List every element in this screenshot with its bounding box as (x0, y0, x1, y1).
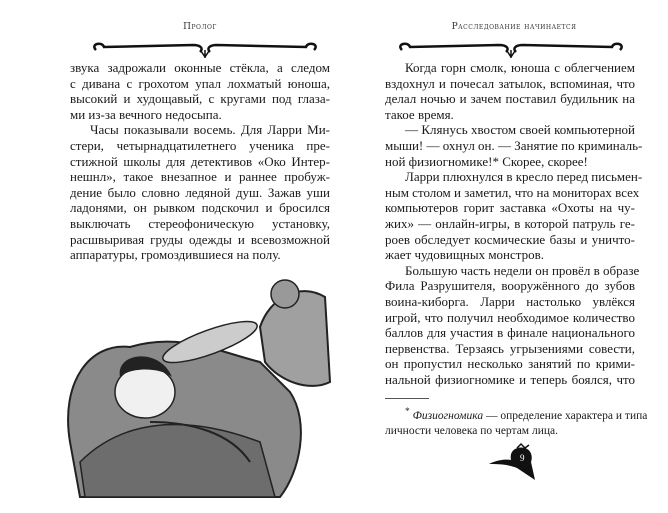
text-line: выключать стереофоническую установку, (70, 215, 330, 231)
illustration-boy-on-sofa-trumpet (60, 272, 335, 507)
footnote-rule (385, 398, 429, 399)
text-line: высокий и худощавый, с кругами под глаза- (70, 91, 330, 107)
page-number: 9 (520, 453, 525, 463)
text-line: Часы показывали восемь. Для Ларри Ми- (90, 122, 330, 138)
header-ornament (394, 38, 624, 58)
text-line: стери, четырнадцатилетнего ученика пре- (70, 137, 330, 153)
text-line: делал ночью и зачем поставил будильник на (385, 91, 635, 107)
text-line: расшвыривая груды одежды и всевозможной (70, 231, 330, 247)
body-text (70, 60, 330, 263)
text-line: нешнл», такое внезапное и раннее пробуж- (70, 169, 330, 185)
text-line: баллов для участия в финале национального (385, 325, 635, 341)
running-head: Пролог (183, 22, 217, 32)
text-line: ным столом и заметил, что на мониторах всех (385, 184, 640, 200)
page-number-hat-emblem (487, 442, 547, 487)
text-line: воина-киборга. Ларри настолько увлёкся (385, 293, 635, 309)
text-line: роев обследует космические базы и уничто- (385, 231, 635, 247)
body-text (385, 60, 643, 387)
text-line: такое время. (385, 106, 454, 122)
header-ornament (88, 38, 318, 58)
text-line: игрой, что получил необходимое количество (385, 309, 635, 325)
text-line: ной физиогномике!* Скорее, скорее! (385, 153, 588, 169)
text-line: — Клянусь хвостом своей компьютерной (405, 122, 635, 138)
text-line: звука задрожали оконные стёкла, а следом (70, 60, 330, 75)
text-line: Фила Разрушителя, вооружённого до зубов (385, 278, 635, 294)
footnote-line-2: личности человека по чертам лица. (385, 424, 558, 437)
text-line: стижной школы для детективов «Око Интер- (70, 153, 330, 169)
text-line: компьютеров горит заставка «Охоты на чу- (385, 200, 635, 216)
text-line: жает чудовищных монстров. (385, 247, 545, 263)
right-page (334, 0, 668, 513)
text-line: вздохнул и почесал затылок, вспоминая, что (385, 75, 635, 91)
text-line: Ларри плюхнулся в кресло перед письмен- (405, 169, 643, 185)
text-line: ладонями, он рывком подскочил и бросился (70, 200, 330, 216)
footnote (385, 404, 648, 439)
text-line: жих» — онлайн-игры, в которой патруль ге- (385, 215, 635, 231)
text-line: ми из-за вечного недосыпа. (70, 106, 222, 122)
text-line: дение было словно ледяной душ. Зажав уши (70, 184, 330, 200)
running-head: Расследование начинается (451, 22, 577, 32)
text-line: с дивана с грохотом упал лохматый юноша, (70, 75, 330, 91)
text-line: Большую часть недели он провёл в образе (405, 262, 640, 278)
text-line: мыши! — охнул он. — Занятие по криминаль- (385, 137, 643, 153)
text-line: первенства. Терзаясь угрызениями совести, (385, 340, 635, 356)
text-line: он пропустил несколько занятий по крими- (385, 356, 635, 372)
footnote-definition: — определение характера и типа (483, 409, 648, 422)
text-line: Когда горн смолк, юноша с облегчением (405, 60, 635, 75)
text-line: нальной физиогномике и теперь боялся, что (385, 371, 635, 387)
footnote-term: Физиогномика (412, 409, 484, 422)
footnote-mark: * (405, 406, 410, 417)
text-line: аппаратуры, громоздившиеся на полу. (70, 247, 281, 263)
